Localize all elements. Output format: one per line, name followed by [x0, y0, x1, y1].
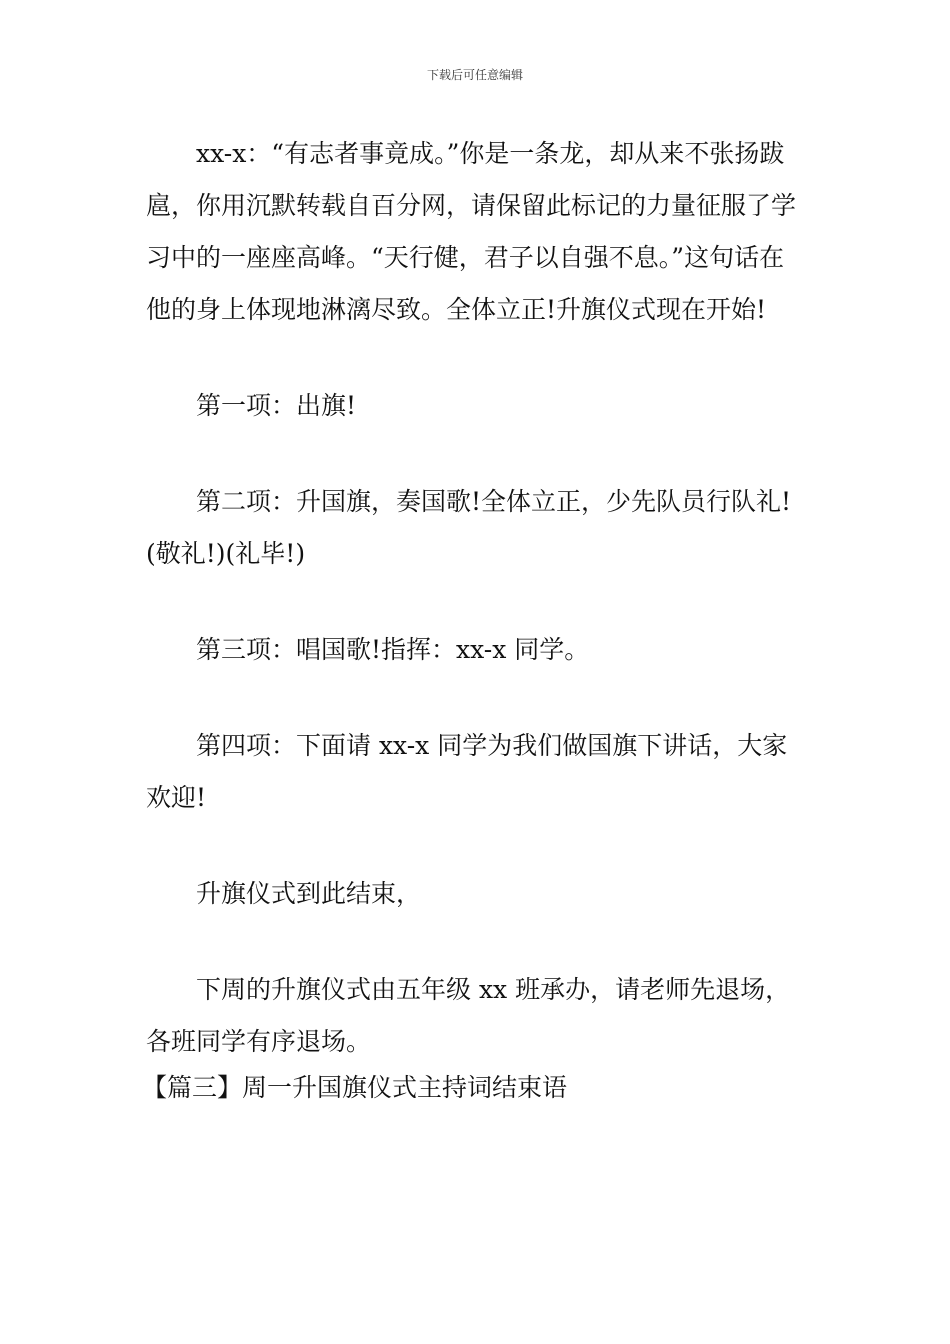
paragraph-step-1: 第一项：出旗!	[196, 391, 357, 420]
paragraph-intro: xx-x：“有志者事竟成。”你是一条龙，却从来不张扬跋扈，你用沉默转载自百分网，请保留此标记的力量征服了学习中的一座座高峰。“天行健，君子以自强不息。”这句话在他的身上体现地淋漓尽致。全体立正!升旗仪式现在开始!	[146, 139, 797, 324]
paragraph-spacer	[146, 580, 808, 624]
paragraph-spacer	[146, 676, 808, 720]
paragraph-next-week: 下周的升旗仪式由五年级 xx 班承办，请老师先退场，各班同学有序退场。	[146, 975, 791, 1056]
paragraph-step-3: 第三项：唱国歌!指挥：xx-x 同学。	[196, 635, 590, 664]
paragraph-step-4: 第四项：下面请 xx-x 同学为我们做国旗下讲话，大家欢迎!	[146, 731, 788, 812]
header-note: 下载后可任意编辑	[426, 68, 523, 82]
paragraph-spacer	[146, 336, 808, 380]
paragraph-step-2: 第二项：升国旗，奏国歌!全体立正，少先队员行队礼!(敬礼!)(礼毕!)	[146, 487, 792, 568]
paragraph-spacer	[146, 432, 808, 476]
paragraph-ending: 升旗仪式到此结束，	[196, 879, 422, 908]
paragraph-spacer	[146, 824, 808, 868]
section-title: 【篇三】周一升国旗仪式主持词结束语	[142, 1073, 568, 1102]
paragraph-spacer	[146, 920, 808, 964]
document-body	[142, 128, 808, 1108]
